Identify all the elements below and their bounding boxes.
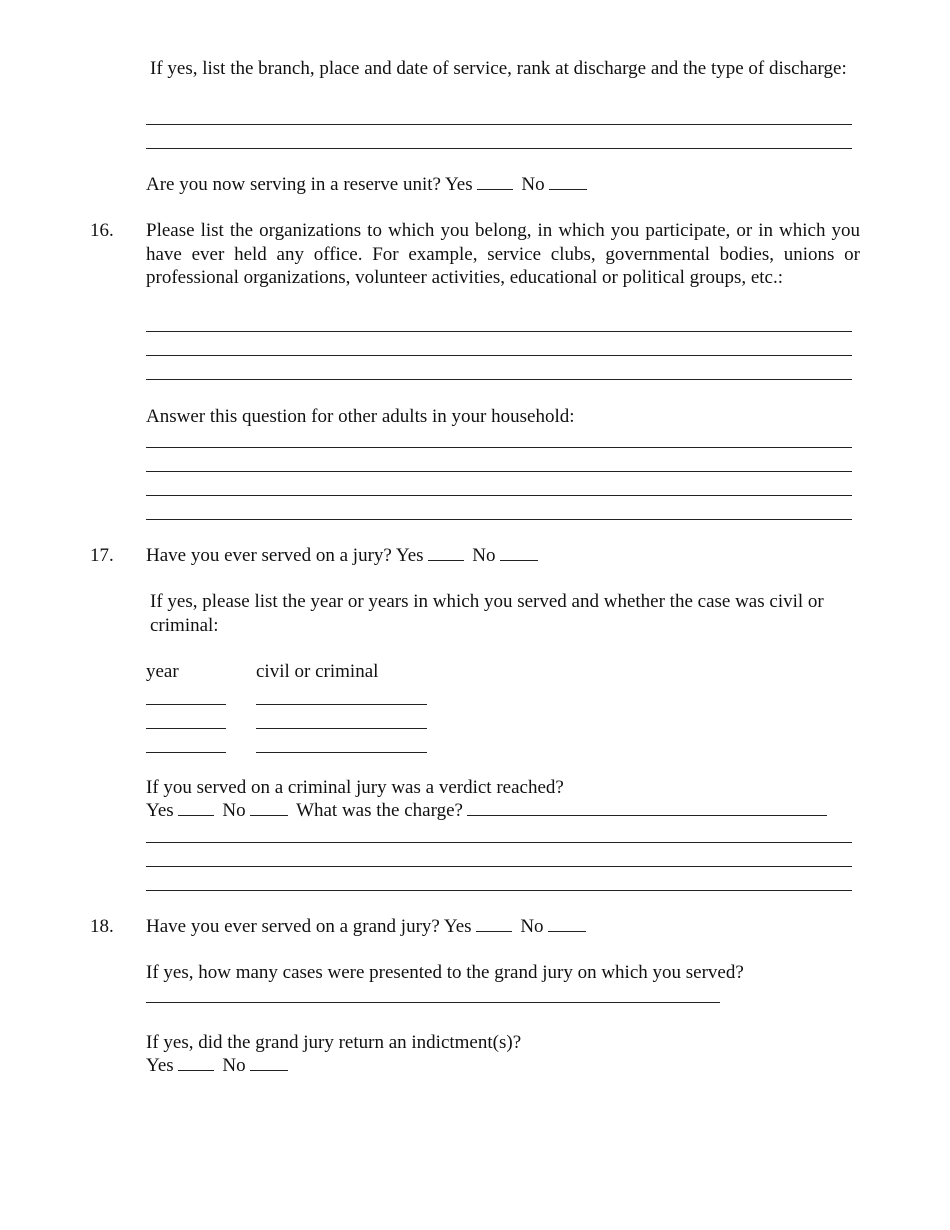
q17-verdict-yes-label: Yes xyxy=(146,800,174,821)
q18-cases-question: If yes, how many cases were presented to the grand jury on which you served? xyxy=(146,962,744,983)
reserve-question: Are you now serving in a reserve unit? xyxy=(146,174,441,195)
q17-charge-line-2[interactable] xyxy=(146,866,852,867)
reserve-no-label: No xyxy=(521,174,545,195)
q17-no-label: No xyxy=(472,545,496,566)
q16-household-line-4[interactable] xyxy=(146,519,852,520)
q18-no-blank[interactable] xyxy=(548,931,586,932)
q16-answer-line-3[interactable] xyxy=(146,379,852,380)
q18-yes-label: Yes xyxy=(443,916,472,937)
q17-verdict-yes-blank[interactable] xyxy=(178,815,214,816)
q16-answer-line-2[interactable] xyxy=(146,355,852,356)
q17-question: Have you ever served on a jury? xyxy=(146,545,392,566)
q17-year-line-1[interactable] xyxy=(146,704,226,705)
q17-charge-line-3[interactable] xyxy=(146,890,852,891)
q17-verdict-row xyxy=(146,799,831,823)
q16-household-line-3[interactable] xyxy=(146,495,852,496)
q16-number: 16. xyxy=(90,220,114,241)
q18-question-row xyxy=(146,915,590,939)
q18-indictment-question: If yes, did the grand jury return an indictment(s)? xyxy=(146,1032,522,1053)
q17-civil-line-2[interactable] xyxy=(256,728,427,729)
q17-charge-blank[interactable] xyxy=(467,815,827,816)
q17-col-civil: civil or criminal xyxy=(256,661,379,682)
reserve-yes-blank[interactable] xyxy=(477,189,513,190)
q16-household-text: Answer this question for other adults in your household: xyxy=(146,406,575,427)
q17-verdict-question: If you served on a criminal jury was a verdict reached? xyxy=(146,777,564,798)
q17-yes-blank[interactable] xyxy=(428,560,464,561)
q16-answer-line-1[interactable] xyxy=(146,331,852,332)
military-if-yes-text: If yes, list the branch, place and date of service, rank at discharge and the type of discharge: xyxy=(150,58,847,79)
q18-indictment-no-label: No xyxy=(222,1055,246,1076)
q17-civil-line-1[interactable] xyxy=(256,704,427,705)
q16-household-line-2[interactable] xyxy=(146,471,852,472)
q18-yes-blank[interactable] xyxy=(476,931,512,932)
q18-no-label: No xyxy=(520,916,544,937)
q17-verdict-no-blank[interactable] xyxy=(250,815,288,816)
q17-year-line-2[interactable] xyxy=(146,728,226,729)
reserve-yes-label: Yes xyxy=(444,174,473,195)
q18-indictment-yes-label: Yes xyxy=(146,1055,174,1076)
q18-cases-line[interactable] xyxy=(146,1002,720,1003)
q17-if-yes-text: If yes, please list the year or years in which you served and whether the case was civil or criminal: xyxy=(150,591,824,636)
q17-no-blank[interactable] xyxy=(500,560,538,561)
military-answer-line-2[interactable] xyxy=(146,148,852,149)
q17-question-row xyxy=(146,544,542,568)
q16-household-line-1[interactable] xyxy=(146,447,852,448)
q18-number: 18. xyxy=(90,916,114,937)
q18-indictment-row xyxy=(146,1054,292,1078)
q17-charge-line-1[interactable] xyxy=(146,842,852,843)
q18-indictment-yes-blank[interactable] xyxy=(178,1070,214,1071)
q17-number: 17. xyxy=(90,545,114,566)
q17-yes-label: Yes xyxy=(395,545,424,566)
q17-verdict-no-label: No xyxy=(222,800,246,821)
q17-civil-line-3[interactable] xyxy=(256,752,427,753)
q17-charge-question: What was the charge? xyxy=(296,800,463,821)
q18-indictment-no-blank[interactable] xyxy=(250,1070,288,1071)
reserve-no-blank[interactable] xyxy=(549,189,587,190)
q17-year-line-3[interactable] xyxy=(146,752,226,753)
reserve-question-row xyxy=(146,173,591,197)
q18-question: Have you ever served on a grand jury? xyxy=(146,916,440,937)
q16-text: Please list the organizations to which you belong, in which you participate, or in which you have ever held any office. For example, service clubs, governmental bodies, unions or professional organizations, volunteer activities, educational or political groups, etc.: xyxy=(146,220,860,288)
military-answer-line-1[interactable] xyxy=(146,124,852,125)
q17-col-year: year xyxy=(146,661,179,682)
